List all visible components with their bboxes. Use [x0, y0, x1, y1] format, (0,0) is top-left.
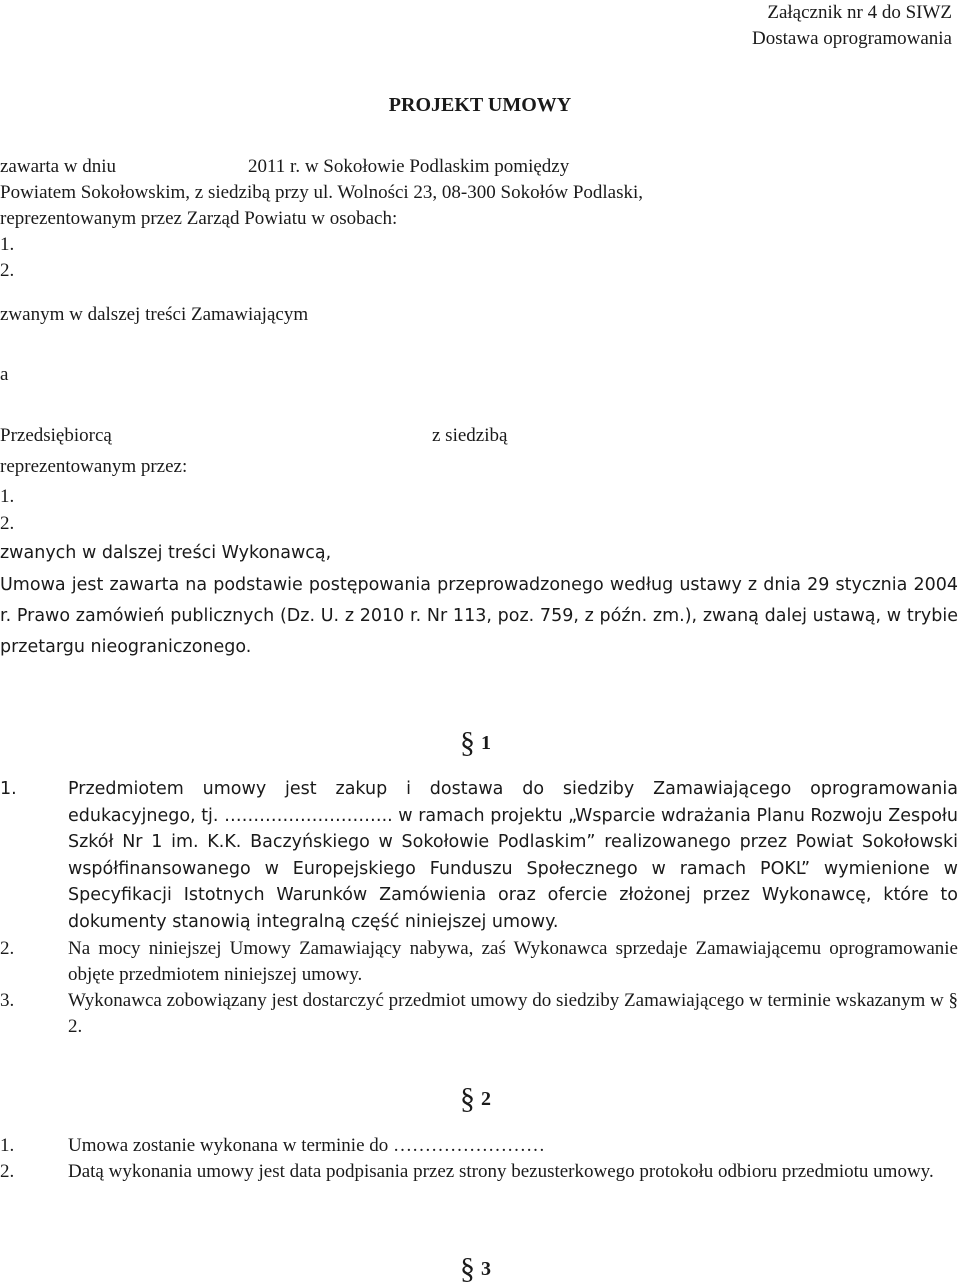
item-text: Datą wykonania umowy jest data podpisania przez strony bezusterkowego protokołu odbioru przedmiotu umowy. — [68, 1161, 934, 1182]
section-number: 3 — [481, 1258, 491, 1280]
contractor-seat: z siedzibą — [432, 425, 508, 446]
attachment-header — [752, 0, 952, 52]
section-2-list — [0, 1133, 958, 1185]
section-heading-2 — [460, 1082, 491, 1115]
contractor-label: Przedsiębiorcą — [0, 425, 112, 446]
list-item — [0, 936, 958, 988]
list-item — [0, 776, 958, 935]
item-number: 2. — [0, 938, 15, 959]
contractor-rep-2: 2. — [0, 513, 15, 534]
representative-1: 1. — [0, 234, 15, 255]
list-item — [0, 1159, 958, 1185]
item-text: Na mocy niniejszej Umowy Zamawiający nabywa, zaś Wykonawca sprzedaje Zamawiającemu oprogramowanie objęte przedmiotem niniejszej umowy. — [68, 938, 958, 985]
section-1-list-continued — [0, 936, 958, 1040]
representative-2: 2. — [0, 260, 15, 281]
wykonawca-line: zwanych w dalszej treści Wykonawcą, — [0, 543, 332, 563]
zamawiajacy-line: zwanym w dalszej treści Zamawiającym — [0, 304, 309, 325]
item-number: 3. — [0, 990, 15, 1011]
section-symbol: § — [460, 726, 475, 759]
section-number: 1 — [481, 732, 491, 754]
item-text: Umowa zostanie wykonana w terminie do …………………… — [68, 1135, 546, 1156]
section-heading-1 — [460, 726, 491, 759]
section-symbol: § — [460, 1252, 475, 1285]
section-1-list — [0, 776, 958, 935]
attachment-subject: Dostawa oprogramowania — [752, 28, 952, 49]
item-number: 1. — [0, 779, 17, 799]
date-line-end: 2011 r. w Sokołowie Podlaskim pomiędzy — [248, 156, 570, 177]
section-number: 2 — [481, 1088, 491, 1110]
list-item — [0, 1133, 958, 1159]
item-text: Wykonawca zobowiązany jest dostarczyć przedmiot umowy do siedziby Zamawiającego w terminie wskazanym w § 2. — [68, 990, 958, 1037]
contractor-rep-1: 1. — [0, 486, 15, 507]
section-heading-3 — [460, 1252, 491, 1285]
section-symbol: § — [460, 1082, 475, 1115]
party-address: Powiatem Sokołowskim, z siedzibą przy ul. Wolności 23, 08-300 Sokołów Podlaski, — [0, 182, 644, 203]
legal-basis-paragraph: Umowa jest zawarta na podstawie postępowania przeprowadzonego według ustawy z dnia 29 stycznia 2004 r. Prawo zamówień publicznych (Dz. U. z 2010 r. Nr 113, poz. 759, z późn. zm.), zwaną dalej ustawą, w trybie przetargu nieograniczonego. — [0, 575, 958, 657]
date-line-start: zawarta w dniu — [0, 156, 117, 177]
attachment-label: Załącznik nr 4 do SIWZ — [767, 2, 952, 23]
conjunction-a: a — [0, 364, 9, 385]
list-item — [0, 988, 958, 1040]
party-represented: reprezentowanym przez Zarząd Powiatu w osobach: — [0, 208, 398, 229]
item-text: Przedmiotem umowy jest zakup i dostawa do siedziby Zamawiającego oprogramowania edukacyjnego, tj. ……………………….. w ramach projektu „Wsparcie wdrażania Planu Rozwoju Zespołu Szkół Nr 1 im. K.K. Baczyńskiego w Sokołowie Podlaskim” realizowanego przez Powiat Sokołowski współfinansowanego w Europejskiego Funduszu Społecznego w ramach POKL” wymienione w Specyfikacji Istotnych Warunków Zamówienia oraz ofercie złożonej przez Wykonawcę, które to dokumenty stanowią integralną część niniejszej umowy. — [68, 779, 958, 932]
page-title: PROJEKT UMOWY — [388, 94, 572, 116]
item-number: 2. — [0, 1161, 15, 1182]
item-number: 1. — [0, 1135, 15, 1156]
contractor-represented: reprezentowanym przez: — [0, 456, 188, 477]
